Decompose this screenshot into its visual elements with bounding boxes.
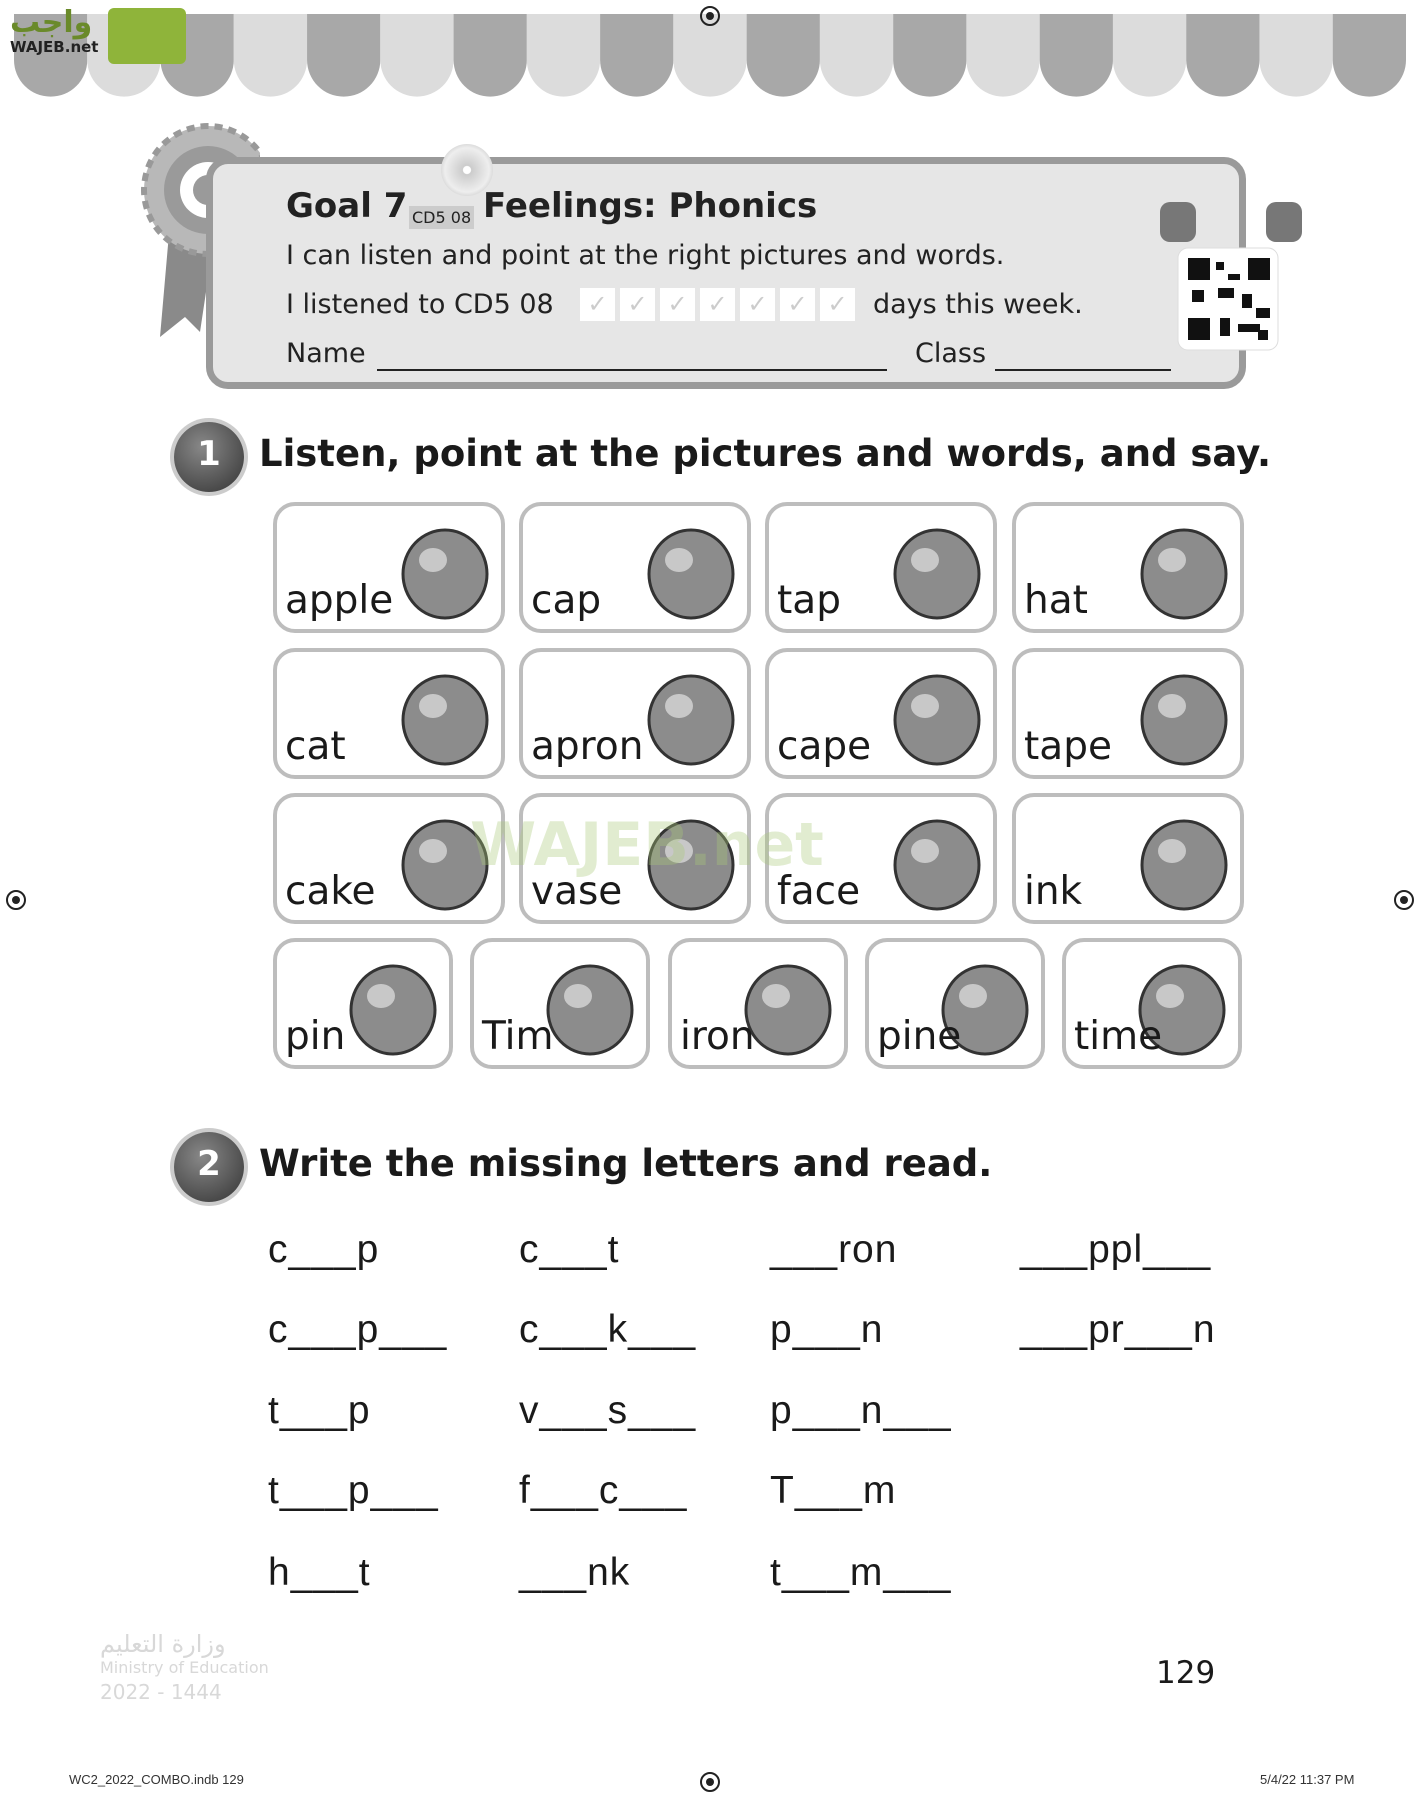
day-checkbox[interactable]: ✓ [780,288,815,321]
section-1-heading: Listen, point at the pictures and words, and say. [259,432,1272,475]
missing-letters-word[interactable]: ___nk [519,1551,631,1594]
registration-mark-icon [700,6,720,26]
ink-picture-icon [1124,803,1234,918]
goal-title: Feelings: Phonics [483,186,818,226]
missing-letters-word[interactable]: t___p___ [268,1469,439,1512]
card-word: cap [531,578,602,623]
day-checkbox[interactable]: ✓ [700,288,735,321]
missing-letters-word[interactable]: c___p [268,1228,380,1271]
class-label: Class [915,338,987,369]
missing-letters-word[interactable]: c___p___ [268,1308,448,1351]
picture-card-apple[interactable] [273,502,505,633]
card-word: pin [285,1014,346,1059]
awning-scallop [527,14,600,97]
picture-card-cap[interactable] [519,502,751,633]
awning-scallop [1040,14,1113,97]
card-word: cat [285,724,346,769]
awning-scallop [1333,14,1406,97]
picture-card-iron[interactable] [668,938,848,1069]
registration-mark-icon [6,890,26,910]
tape-picture-icon [1124,658,1234,773]
face-picture-icon [877,803,987,918]
picture-card-cat[interactable] [273,648,505,779]
day-checkbox[interactable]: ✓ [740,288,775,321]
name-field[interactable] [377,369,887,371]
awning-scallop [380,14,453,97]
goal-box [206,157,1246,389]
picture-card-pin[interactable] [273,938,453,1069]
pin-picture-icon [333,948,443,1063]
card-word: hat [1024,578,1088,623]
missing-letters-word[interactable]: p___n [770,1308,884,1351]
awning-scallop [673,14,746,97]
awning-scallop [1186,14,1259,97]
goal-label: Goal 7 [286,186,408,226]
wajeb-logo: واجب WAJEB.net [10,5,99,56]
hat-picture-icon [1124,512,1234,627]
card-word: tap [777,578,841,623]
card-word: Tim [482,1014,554,1059]
picture-card-tim[interactable] [470,938,650,1069]
cat-picture-icon [385,658,495,773]
name-label: Name [286,338,366,369]
picture-card-ink[interactable] [1012,793,1244,924]
missing-letters-word[interactable]: ___ppl___ [1020,1228,1212,1271]
card-word: apron [531,724,644,769]
awning-scallop [1259,14,1332,97]
book-logo-icon [108,8,186,64]
goal-objective: I can listen and point at the right pictures and words. [286,240,1005,271]
tap-picture-icon [877,512,987,627]
picture-card-tape[interactable] [1012,648,1244,779]
apron-picture-icon [631,658,741,773]
missing-letters-word[interactable]: T___m [770,1469,897,1512]
section-2-heading: Write the missing letters and read. [259,1142,993,1185]
awning-scallop [234,14,307,97]
card-word: apple [285,578,394,623]
missing-letters-word[interactable]: v___s___ [519,1389,697,1432]
day-checkbox[interactable]: ✓ [580,288,615,321]
card-word: face [777,869,861,914]
missing-letters-word[interactable]: f___c___ [519,1469,688,1512]
registration-mark-icon [700,1772,720,1792]
missing-letters-word[interactable]: ___ron [770,1228,898,1271]
missing-letters-word[interactable]: c___k___ [519,1308,697,1351]
missing-letters-word[interactable]: t___m___ [770,1551,952,1594]
missing-letters-word[interactable]: p___n___ [770,1389,952,1432]
cape-picture-icon [877,658,987,773]
cd-track-label: CD5 08 [409,206,474,229]
watermark: WAJEB.net [470,810,824,880]
card-word: vase [531,869,623,914]
awning-scallop [600,14,673,97]
ministry-logo: وزارة التعليم Ministry of Education 2022 - 1444 [100,1630,269,1704]
page-number: 129 [1156,1655,1216,1691]
awning-scallop [454,14,527,97]
card-word: time [1074,1014,1163,1059]
section-2-badge: 2 [174,1132,244,1202]
awning-scallop [307,14,380,97]
class-field[interactable] [995,369,1171,371]
missing-letters-word[interactable]: ___pr___n [1020,1308,1216,1351]
registration-mark-icon [1394,890,1414,910]
missing-letters-word[interactable]: c___t [519,1228,620,1271]
cap-picture-icon [631,512,741,627]
picture-card-tap[interactable] [765,502,997,633]
day-checkbox[interactable]: ✓ [620,288,655,321]
card-word: cape [777,724,872,769]
card-word: pine [877,1014,962,1059]
listened-suffix: days this week. [873,289,1083,320]
footer-file: WC2_2022_COMBO.indb 129 [69,1772,244,1787]
missing-letters-word[interactable]: t___p [268,1389,371,1432]
missing-letters-word[interactable]: h___t [268,1551,371,1594]
picture-card-apron[interactable] [519,648,751,779]
card-word: cake [285,869,376,914]
day-checkbox[interactable]: ✓ [660,288,695,321]
awning-scallop [747,14,820,97]
picture-card-pine[interactable] [865,938,1045,1069]
day-checkbox[interactable]: ✓ [820,288,855,321]
card-word: tape [1024,724,1112,769]
card-word: ink [1024,869,1083,914]
footer-date: 5/4/22 11:37 PM [1260,1772,1355,1787]
card-word: iron [680,1014,755,1059]
picture-card-cape[interactable] [765,648,997,779]
headphones-qr-icon [1158,198,1308,358]
section-1-badge: 1 [174,422,244,492]
awning-scallop [966,14,1039,97]
picture-card-hat[interactable] [1012,502,1244,633]
listened-prefix: I listened to CD5 08 [286,289,554,320]
awning-scallop [893,14,966,97]
listening-checkboxes [580,288,855,321]
awning-scallop [820,14,893,97]
awning-scallop [1113,14,1186,97]
picture-card-time[interactable] [1062,938,1242,1069]
apple-picture-icon [385,512,495,627]
